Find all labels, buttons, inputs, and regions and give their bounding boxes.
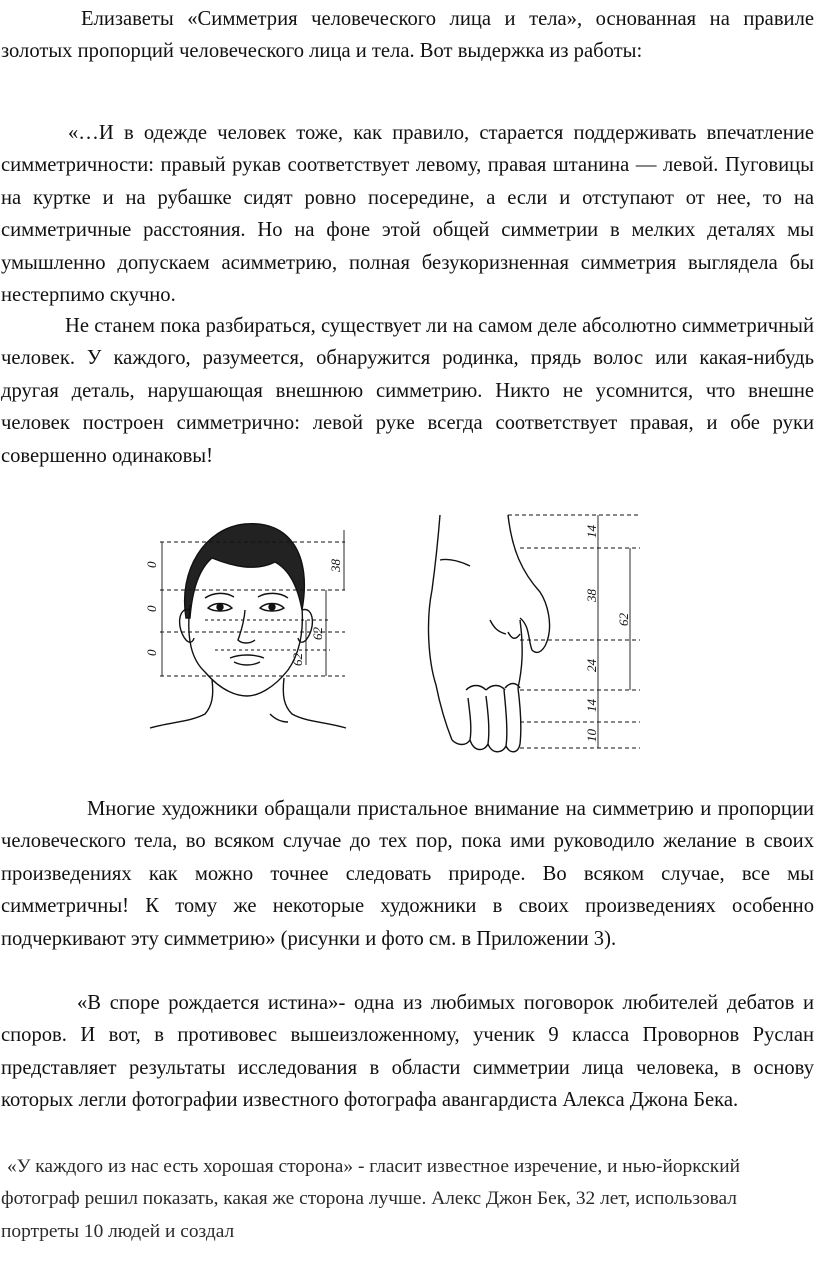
face-and-hand-proportions-figure [0, 500, 816, 770]
hand-drawing [429, 515, 550, 752]
face-label-0-bottom: 0 [144, 649, 159, 656]
face-label-38: 38 [328, 559, 343, 572]
face-label-62-inner: 62 [290, 653, 305, 666]
paragraph-photographer: «У каждого из нас есть хорошая сторона» - гласит известное изречение, и нью-йоркский фотограф решил показать, какая же сторона лучше. Алекс Джон Бек, 32 лет, использовал портреты 10 людей и создал [1, 1156, 740, 1242]
face-label-0-top: 0 [144, 561, 159, 568]
paragraph-quote-clothing: «…И в одежде человек тоже, как правило, старается поддерживать впечатление симметричности: правый рукав соответствует левому, правая штанина — левой. Пуговицы на куртке и на рубашке сидят ровно посередине, а если и отступают от нее, то на симметричные расстояния. Но на фоне этой общей симметрии в мелких деталях мы умышленно допускаем асимметрию, полная безукоризненная симметрия выглядела бы нестерпимо скучно. [1, 122, 814, 307]
face-label-62-outer: 62 [310, 627, 325, 640]
hand-label-62: 62 [616, 613, 631, 626]
paragraph-symmetric-person: Не станем пока разбираться, существует ли на самом деле абсолютно симметричный человек. У каждого, разумеется, обнаружится родинка, прядь волос или какая-нибудь другая деталь, нарушающая внешнюю симметрию. Никто не усомнится, что внешне человек построен симметрично: левой руке всегда соответствует правая, и обе руки совершенно одинаковы! [1, 315, 814, 467]
hand-label-10: 10 [584, 729, 599, 742]
proportions-illustration [0, 500, 816, 770]
paragraph-artists: Многие художники обращали пристальное внимание на симметрию и пропорции человеческого тела, во всяком случае до тех пор, пока ими руководило желание в своих произведениях как можно точнее следовать природе. Во всяком случае, все мы симметричны! К тому же некоторые художники в своих произведениях особенно подчеркивают эту симметрию» (рисунки и фото см. в Приложении 3). [1, 798, 814, 950]
face-drawing [150, 524, 346, 728]
hand-label-38: 38 [584, 589, 599, 602]
paragraph-debate: «В споре рождается истина»- одна из любимых поговорок любителей дебатов и споров. И вот, в противовес вышеизложенному, ученик 9 класса Проворнов Руслан представляет результаты исследования в области симметрии лица человека, в основу которых легли фотографии известного фотографа авангардиста Алекса Джона Бека. [1, 992, 814, 1112]
hand-label-14-bottom: 14 [584, 699, 599, 712]
face-label-0-middle: 0 [144, 605, 159, 612]
hand-label-14-top: 14 [584, 525, 599, 538]
paragraph-intro: Елизаветы «Симметрия человеческого лица и тела», основанная на правиле золотых пропорций человеческого лица и тела. Вот выдержка из работы: [1, 8, 814, 63]
hand-label-24: 24 [584, 659, 599, 672]
